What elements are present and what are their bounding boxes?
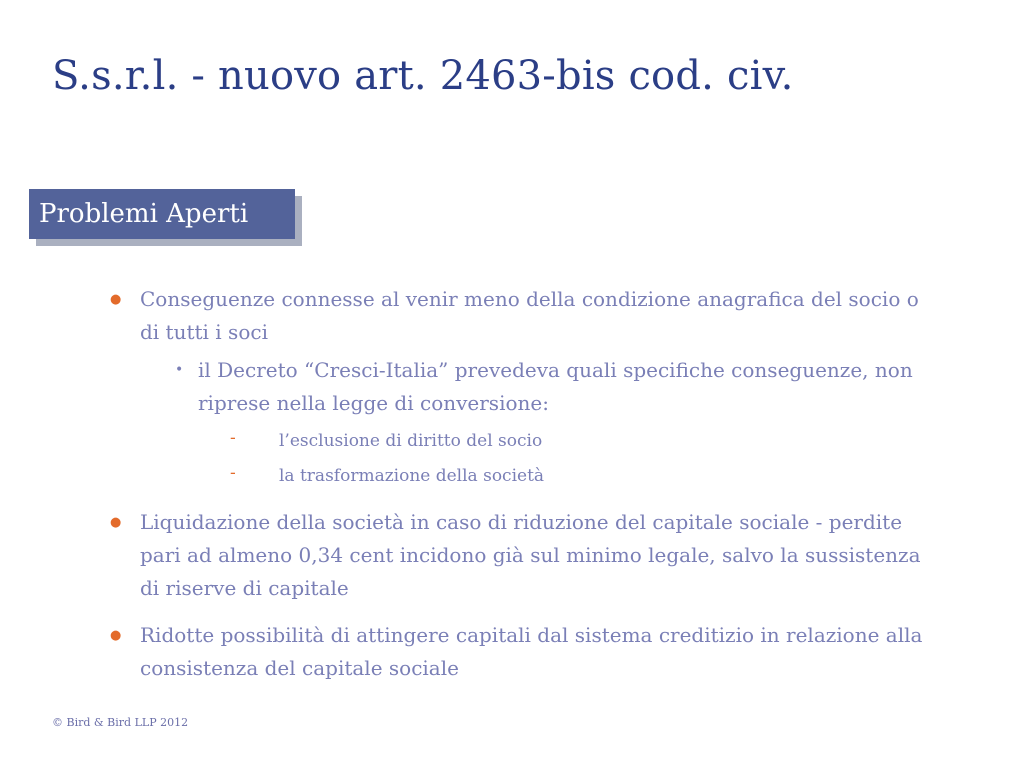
bullet-text: Liquidazione della società in caso di riduzione del capitale sociale - perdite pari ad almeno 0,34 cent incidono già sul minimo legale, salvo la sussistenza di riserve di capitale	[140, 510, 921, 600]
bullet-text: Conseguenze connesse al venir meno della condizione anagrafica del socio o di tutti i soci	[140, 287, 919, 344]
bullet-marker: ●	[110, 292, 122, 307]
section-header-label: Problemi Aperti	[29, 189, 295, 239]
dash-marker: -	[230, 463, 236, 483]
dash-text: la trasformazione della società	[279, 466, 545, 486]
dash-text: l’esclusione di diritto del socio	[279, 431, 543, 451]
bullet-text: Ridotte possibilità di attingere capitali dal sistema creditizio in relazione alla consistenza del capitale sociale	[140, 623, 923, 680]
dash-marker: -	[230, 428, 236, 448]
sub-bullet-text: il Decreto “Cresci-Italia” prevedeva quali specifiche conseguenze, non riprese nella legge di conversione:	[198, 358, 913, 415]
section-header	[29, 189, 295, 239]
bullet-marker: ●	[110, 515, 122, 530]
bullet-marker: ●	[110, 628, 122, 643]
slide-title: S.s.r.l. - nuovo art. 2463-bis cod. civ.	[52, 53, 794, 99]
sub-bullet-marker: •	[175, 362, 184, 378]
copyright-footer: © Bird & Bird LLP 2012	[52, 716, 189, 729]
